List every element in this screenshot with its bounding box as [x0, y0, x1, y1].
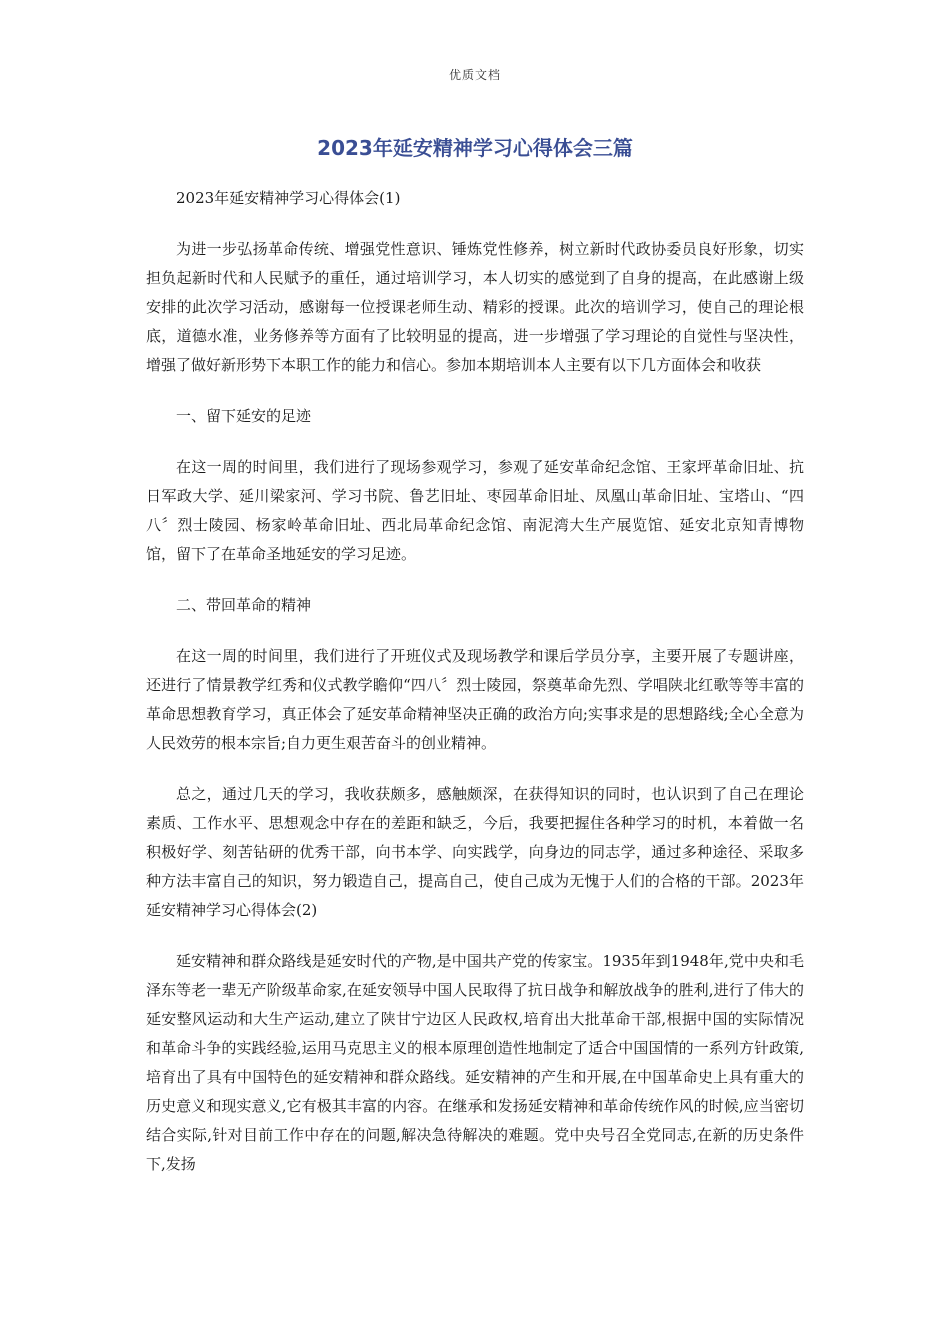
paragraph-summary: 总之，通过几天的学习，我收获颇多，感触颇深，在获得知识的同时，也认识到了自己在理论素质、工作水平、思想观念中存在的差距和缺乏，今后，我要把握住各种学习的时机，本着做一名积极好学、刻苦钻研的优秀干部，向书本学、向实践学，向身边的同志学，通过多种途径、采取多种方法丰富自己的知识，努力锻造自己，提高自己，使自己成为无愧于人们的合格的干部。2023年延安精神学习心得体会(2) — [146, 785, 804, 919]
document-title: 2023年延安精神学习心得体会三篇 — [317, 136, 633, 160]
header-label: 优质文档 — [448, 68, 501, 82]
section-heading-1: 一、留下延安的足迹 — [176, 407, 312, 425]
document-body — [146, 184, 804, 1201]
paragraph-intro: 为进一步弘扬革命传统、增强党性意识、锤炼党性修养，树立新时代政协委员良好形象，切实担负起新时代和人民赋予的重任，通过培训学习，本人切实的感觉到了自身的提高，在此感谢上级安排的此次学习活动，感谢每一位授课老师生动、精彩的授课。此次的培训学习，使自己的理论根底，道德水准，业务修养等方面有了比较明显的提高，进一步增强了学习理论的自觉性与坚决性，增强了做好新形势下本职工作的能力和信心。参加本期培训本人主要有以下几方面体会和收获 — [146, 240, 804, 374]
paragraph-part-2: 延安精神和群众路线是延安时代的产物,是中国共产党的传家宝。1935年到1948年,党中央和毛泽东等老一辈无产阶级革命家,在延安领导中国人民取得了抗日战争和解放战争的胜利,进行了伟大的延安整风运动和大生产运动,建立了陕甘宁边区人民政权,培育出大批革命干部,根据中国的实际情况和革命斗争的实践经验,运用马克思主义的根本原理创造性地制定了适合中国国情的一系列方针政策,培育出了具有中国特色的延安精神和群众路线。延安精神的产生和开展,在中国革命史上具有重大的历史意义和现实意义,它有极其丰富的内容。在继承和发扬延安精神和革命传统作风的时候,应当密切结合实际,针对目前工作中存在的问题,解决急待解决的难题。党中央号召全党同志,在新的历史条件下,发扬 — [146, 952, 804, 1173]
section-subtitle-1: 2023年延安精神学习心得体会(1) — [176, 189, 401, 207]
paragraph-footprints: 在这一周的时间里，我们进行了现场参观学习，参观了延安革命纪念馆、王家坪革命旧址、抗日军政大学、延川梁家河、学习书院、鲁艺旧址、枣园革命旧址、凤凰山革命旧址、宝塔山、“四八〞烈士陵园、杨家岭革命旧址、西北局革命纪念馆、南泥湾大生产展览馆、延安北京知青博物馆，留下了在革命圣地延安的学习足迹。 — [146, 458, 804, 563]
section-heading-2: 二、带回革命的精神 — [176, 596, 312, 614]
paragraph-spirit: 在这一周的时间里，我们进行了开班仪式及现场教学和课后学员分享，主要开展了专题讲座，还进行了情景教学红秀和仪式教学瞻仰“四八〞烈士陵园，祭奠革命先烈、学唱陕北红歌等等丰富的革命思想教育学习，真正体会了延安革命精神坚决正确的政治方向;实事求是的思想路线;全心全意为人民效劳的根本宗旨;自力更生艰苦奋斗的创业精神。 — [146, 647, 804, 752]
